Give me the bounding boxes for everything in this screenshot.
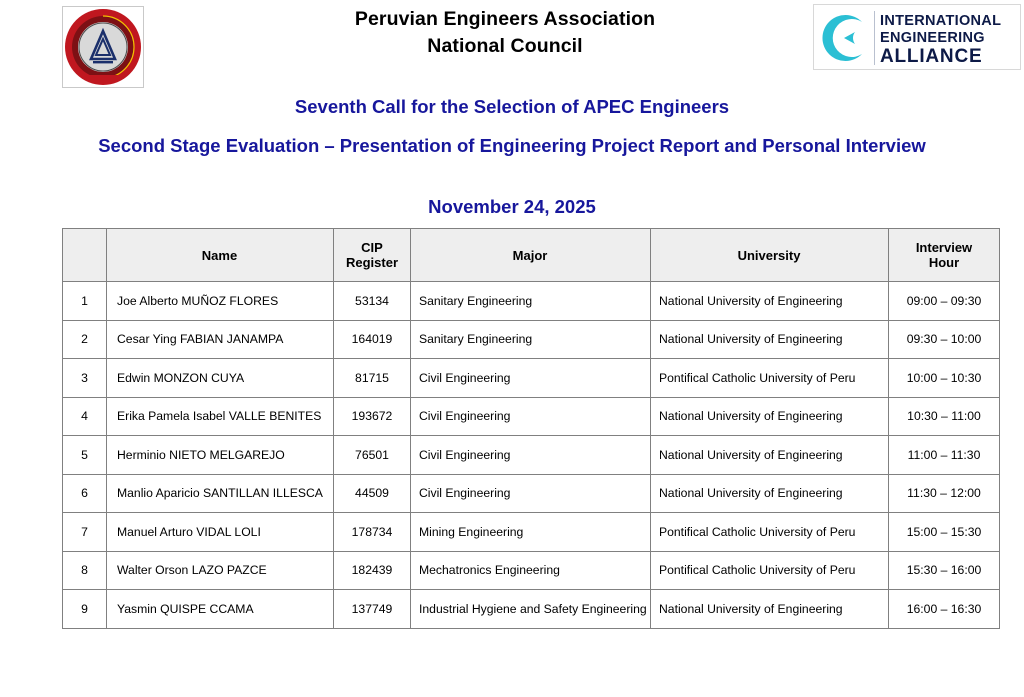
cell-university: Pontifical Catholic University of Peru: [651, 513, 889, 552]
cell-index: 3: [63, 359, 107, 398]
iea-swoosh-icon: [822, 15, 868, 61]
cell-name: Manlio Aparicio SANTILLAN ILLESCA: [107, 474, 334, 513]
cell-university: National University of Engineering: [651, 474, 889, 513]
col-header-cip-line1: CIP: [361, 240, 383, 255]
cell-cip: 76501: [334, 436, 411, 475]
cell-university: National University of Engineering: [651, 320, 889, 359]
cell-hour: 09:30 – 10:00: [889, 320, 1000, 359]
international-engineering-alliance-logo: [813, 4, 1021, 70]
cell-university: National University of Engineering: [651, 436, 889, 475]
cell-major: Civil Engineering: [411, 359, 651, 398]
cell-name: Manuel Arturo VIDAL LOLI: [107, 513, 334, 552]
cell-university: Pontifical Catholic University of Peru: [651, 359, 889, 398]
table-head: [63, 229, 1000, 282]
cell-index: 1: [63, 282, 107, 321]
table-row: [63, 474, 1000, 513]
col-header-cip: [334, 229, 411, 282]
table-row: [63, 397, 1000, 436]
cell-index: 2: [63, 320, 107, 359]
col-header-name: Name: [107, 229, 334, 282]
cell-major: Civil Engineering: [411, 436, 651, 475]
cell-hour: 10:30 – 11:00: [889, 397, 1000, 436]
cell-cip: 178734: [334, 513, 411, 552]
logo-divider: [874, 11, 875, 65]
table-row: [63, 320, 1000, 359]
document-header: [0, 0, 1024, 96]
table-body: [63, 282, 1000, 629]
cell-index: 7: [63, 513, 107, 552]
cell-index: 6: [63, 474, 107, 513]
col-header-hour-line2: Hour: [928, 255, 960, 270]
cell-hour: 09:00 – 09:30: [889, 282, 1000, 321]
call-subtitle: Seventh Call for the Selection of APEC Engineers: [294, 96, 730, 117]
col-header-major: Major: [411, 229, 651, 282]
col-header-index: [63, 229, 107, 282]
cell-name: Edwin MONZON CUYA: [107, 359, 334, 398]
cell-university: National University of Engineering: [651, 282, 889, 321]
cell-cip: 182439: [334, 551, 411, 590]
table-row: [63, 590, 1000, 629]
candidates-table: [62, 228, 1000, 629]
cell-major: Civil Engineering: [411, 474, 651, 513]
cell-name: Erika Pamela Isabel VALLE BENITES: [107, 397, 334, 436]
cell-index: 9: [63, 590, 107, 629]
col-header-hour: [889, 229, 1000, 282]
cell-hour: 11:30 – 12:00: [889, 474, 1000, 513]
org-title-line2: National Council: [427, 35, 583, 57]
cell-hour: 16:00 – 16:30: [889, 590, 1000, 629]
subtitle-block: [0, 96, 1024, 218]
iea-line-2: ENGINEERING: [880, 29, 985, 46]
table-row: [63, 513, 1000, 552]
cell-cip: 44509: [334, 474, 411, 513]
cell-major: Sanitary Engineering: [411, 282, 651, 321]
cell-name: Walter Orson LAZO PAZCE: [107, 551, 334, 590]
cell-cip: 137749: [334, 590, 411, 629]
cell-major: Mining Engineering: [411, 513, 651, 552]
cell-hour: 11:00 – 11:30: [889, 436, 1000, 475]
cell-major: Sanitary Engineering: [411, 320, 651, 359]
cell-name: Herminio NIETO MELGAREJO: [107, 436, 334, 475]
iea-line-1: INTERNATIONAL: [880, 13, 1002, 29]
cell-university: National University of Engineering: [651, 397, 889, 436]
event-date: November 24, 2025: [428, 196, 596, 217]
col-header-cip-line2: Register: [345, 255, 399, 270]
table-row: [63, 436, 1000, 475]
iea-wordmark: [880, 13, 1001, 67]
col-header-university: University: [651, 229, 889, 282]
cell-major: Civil Engineering: [411, 397, 651, 436]
iea-line-3: ALLIANCE: [880, 46, 983, 67]
org-title-line1: Peruvian Engineers Association: [354, 8, 656, 30]
cell-cip: 53134: [334, 282, 411, 321]
organization-title: [200, 6, 810, 60]
table-row: [63, 359, 1000, 398]
cell-cip: 81715: [334, 359, 411, 398]
peruvian-engineers-association-seal-icon: [62, 6, 144, 88]
cell-cip: 164019: [334, 320, 411, 359]
cell-index: 8: [63, 551, 107, 590]
cell-hour: 10:00 – 10:30: [889, 359, 1000, 398]
table-row: [63, 551, 1000, 590]
cell-major: Mechatronics Engineering: [411, 551, 651, 590]
cell-name: Yasmin QUISPE CCAMA: [107, 590, 334, 629]
cell-cip: 193672: [334, 397, 411, 436]
cell-index: 4: [63, 397, 107, 436]
cell-hour: 15:00 – 15:30: [889, 513, 1000, 552]
table-row: [63, 282, 1000, 321]
candidates-table-container: [62, 228, 984, 629]
col-header-hour-line1: Interview: [915, 240, 973, 255]
cell-major: Industrial Hygiene and Safety Engineering: [411, 590, 651, 629]
cell-name: Joe Alberto MUÑOZ FLORES: [107, 282, 334, 321]
cell-name: Cesar Ying FABIAN JANAMPA: [107, 320, 334, 359]
stage-subtitle: Second Stage Evaluation – Presentation of Engineering Project Report and Personal Interview: [98, 135, 926, 156]
cell-hour: 15:30 – 16:00: [889, 551, 1000, 590]
cell-index: 5: [63, 436, 107, 475]
cell-university: National University of Engineering: [651, 590, 889, 629]
cell-university: Pontifical Catholic University of Peru: [651, 551, 889, 590]
table-header-row: [63, 229, 1000, 282]
